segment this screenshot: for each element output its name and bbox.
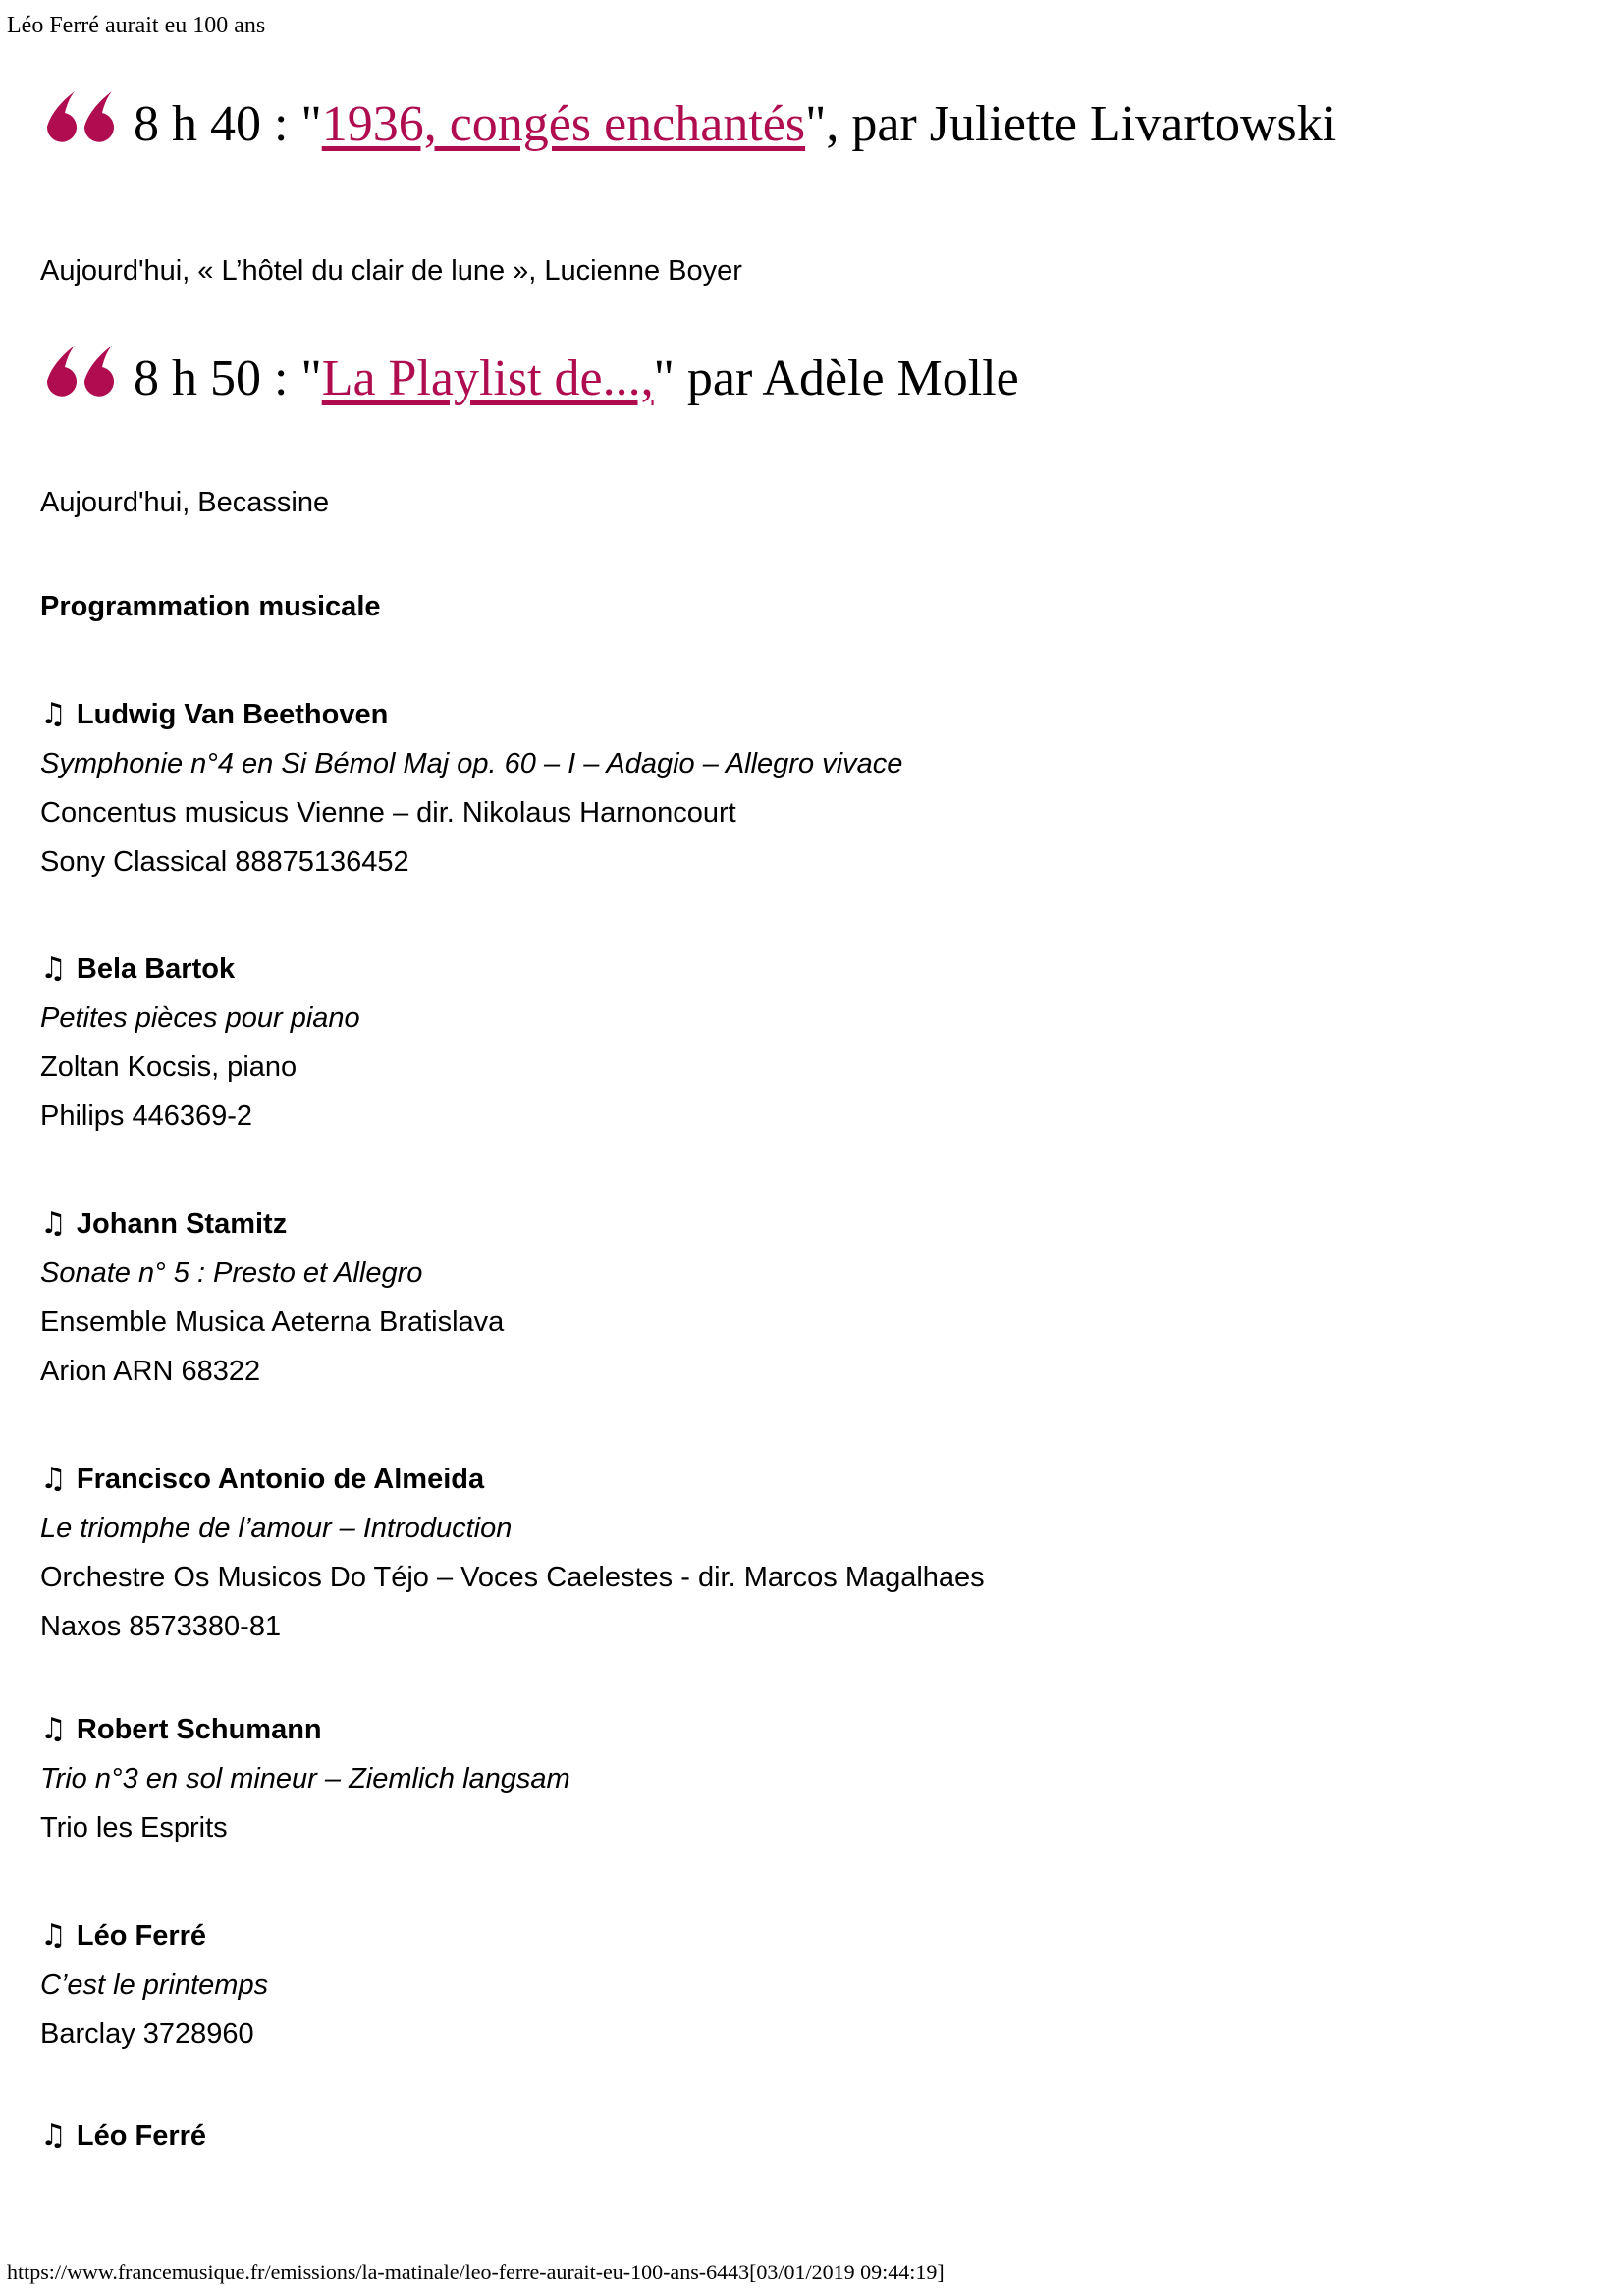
music-note-icon: ♫ — [40, 1918, 67, 1952]
music-note-icon: ♫ — [40, 1206, 67, 1241]
show-link-1936-conges-enchantes[interactable]: 1936, congés enchantés — [321, 96, 806, 152]
track-work: Petites pièces pour piano — [40, 1002, 360, 1034]
schedule-time-prefix: 8 h 40 : " — [134, 96, 322, 152]
show-link-la-playlist-de[interactable]: La Playlist de..., — [321, 350, 654, 406]
track-artist-line — [40, 944, 360, 993]
schedule-heading-text — [134, 96, 1336, 152]
track-block-schumann — [40, 1705, 570, 1852]
track-performers: Ensemble Musica Aeterna Bratislava — [40, 1307, 505, 1338]
track-record-label: Barclay 3728960 — [40, 2018, 254, 2050]
track-performers: Orchestre Os Musicos Do Téjo – Voces Caelestes - dir. Marcos Magalhaes — [40, 1562, 985, 1593]
track-artist-line — [40, 1911, 268, 1960]
track-work: Trio n°3 en sol mineur – Ziemlich langsam — [40, 1763, 570, 1794]
schedule-subtitle-8h40: Aujourd'hui, « L’hôtel du clair de lune », Lucienne Boyer — [40, 255, 742, 287]
track-performers: Concentus musicus Vienne – dir. Nikolaus Harnoncourt — [40, 797, 736, 828]
track-artist: Léo Ferré — [76, 2120, 207, 2152]
track-block-leo-ferre-2 — [40, 2111, 206, 2161]
programme-heading: Programmation musicale — [40, 591, 381, 622]
track-artist: Robert Schumann — [76, 1714, 322, 1745]
track-work: C’est le printemps — [40, 1969, 269, 2001]
track-artist: Léo Ferré — [76, 1920, 207, 1951]
music-note-icon: ♫ — [40, 951, 67, 986]
track-record-label: Philips 446369-2 — [40, 1100, 253, 1132]
track-work: Le triomphe de l’amour – Introduction — [40, 1513, 513, 1544]
track-work: Symphonie n°4 en Si Bémol Maj op. 60 – I – Adagio – Allegro vivace — [40, 748, 903, 779]
track-artist: Francisco Antonio de Almeida — [76, 1464, 485, 1495]
track-block-leo-ferre — [40, 1911, 268, 2058]
track-block-beethoven — [40, 690, 902, 886]
track-record-label: Sony Classical 88875136452 — [40, 846, 409, 878]
track-record-label: Naxos 8573380-81 — [40, 1611, 282, 1642]
schedule-heading-text — [134, 350, 1019, 406]
track-block-almeida — [40, 1455, 985, 1651]
music-note-icon: ♫ — [40, 1712, 67, 1746]
track-artist-line — [40, 1200, 504, 1249]
double-quote-icon — [43, 91, 114, 148]
schedule-time-prefix: 8 h 50 : " — [134, 350, 322, 406]
schedule-heading-8h50 — [43, 346, 1019, 409]
track-artist: Johann Stamitz — [76, 1208, 288, 1240]
track-artist-line — [40, 690, 902, 739]
track-artist-line — [40, 1705, 570, 1754]
track-performers: Trio les Esprits — [40, 1812, 228, 1843]
track-artist-line — [40, 1455, 985, 1504]
schedule-subtitle-8h50: Aujourd'hui, Becassine — [40, 487, 330, 518]
track-artist-line — [40, 2111, 206, 2161]
track-work: Sonate n° 5 : Presto et Allegro — [40, 1257, 423, 1289]
music-note-icon: ♫ — [40, 697, 67, 731]
page-title: Léo Ferré aurait eu 100 ans — [7, 13, 266, 38]
page-footer-url: https://www.francemusique.fr/emissions/la-matinale/leo-ferre-aurait-eu-100-ans-6443[03/01/2019 09:44:19] — [7, 2260, 945, 2284]
music-note-icon: ♫ — [40, 1462, 67, 1496]
track-record-label: Arion ARN 68322 — [40, 1356, 261, 1387]
music-note-icon: ♫ — [40, 2118, 67, 2153]
track-block-bartok — [40, 944, 360, 1141]
track-block-stamitz — [40, 1200, 504, 1396]
track-artist: Ludwig Van Beethoven — [76, 699, 389, 730]
schedule-heading-suffix: ", par Juliette Livartowski — [805, 96, 1337, 152]
double-quote-icon — [43, 346, 114, 402]
track-artist: Bela Bartok — [76, 953, 236, 985]
schedule-heading-8h40 — [43, 91, 1336, 155]
schedule-heading-suffix: " par Adèle Molle — [653, 350, 1019, 406]
track-performers: Zoltan Kocsis, piano — [40, 1051, 298, 1083]
